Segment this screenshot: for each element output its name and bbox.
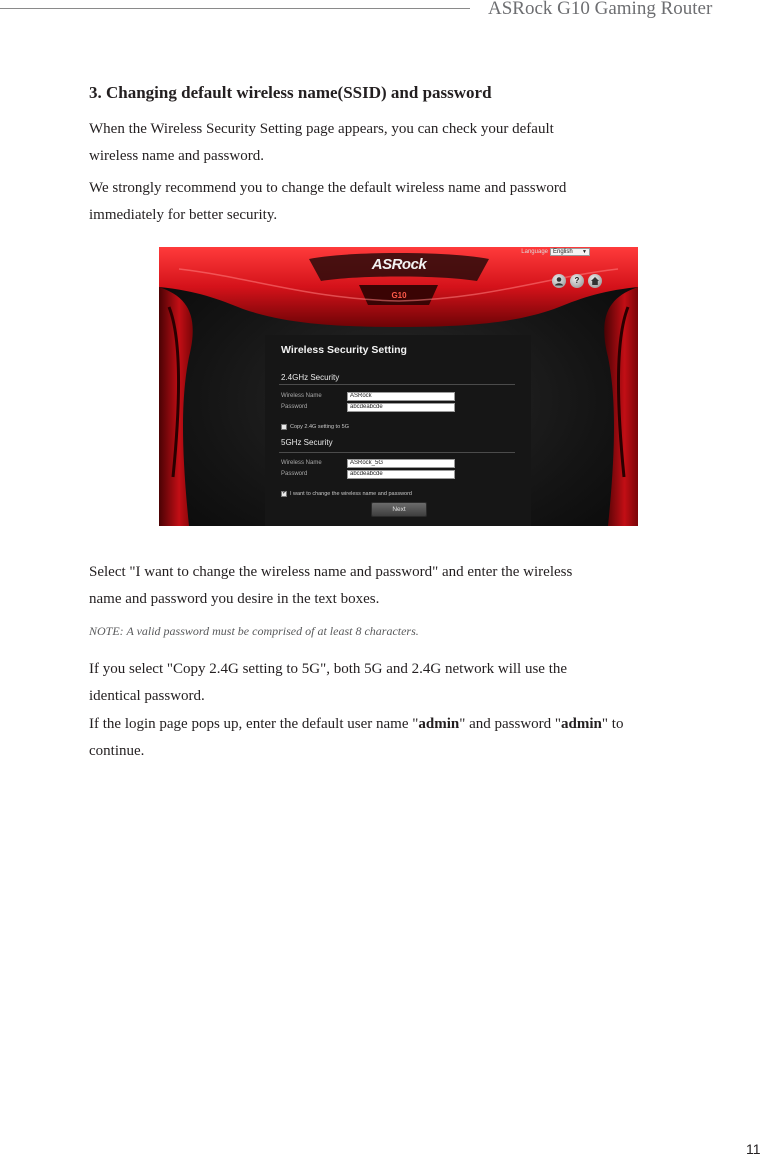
paragraph-line: continue. <box>89 743 145 759</box>
login-text: " and password " <box>459 716 562 732</box>
section-divider <box>279 452 515 453</box>
paragraph-login <box>89 711 623 765</box>
paragraph-line: name and password you desire in the text boxes. <box>89 591 380 607</box>
paragraph-copy <box>89 656 567 710</box>
header-title: ASRock G10 Gaming Router <box>488 0 713 19</box>
wireless-name-label-24: Wireless Name <box>281 393 322 399</box>
language-selector <box>521 248 590 256</box>
password-label-5: Password <box>281 471 308 477</box>
copy-setting-row[interactable] <box>281 424 349 430</box>
paragraph-line: If you select "Copy 2.4G setting to 5G", both 5G and 2.4G network will use the <box>89 661 568 677</box>
asrock-logo: ASRock <box>371 256 427 273</box>
copy-setting-label: Copy 2.4G setting to 5G <box>290 424 350 430</box>
default-password: admin <box>561 716 602 732</box>
wireless-name-input-24[interactable]: ASRock <box>347 392 455 401</box>
paragraph-recommend <box>89 175 566 229</box>
login-text: " to <box>601 716 624 732</box>
top-icon-group <box>552 274 602 288</box>
paragraph-line: When the Wireless Security Setting page appears, you can check your default <box>89 121 554 137</box>
paragraph-line: immediately for better security. <box>89 207 278 223</box>
password-note: NOTE: A valid password must be comprised of at least 8 characters. <box>89 624 419 638</box>
user-icon[interactable] <box>552 274 566 288</box>
section-divider <box>279 384 515 385</box>
copy-setting-checkbox[interactable] <box>281 424 287 430</box>
change-credentials-label: I want to change the wireless name and password <box>290 491 412 497</box>
next-button[interactable]: Next <box>371 502 427 517</box>
model-badge: G10 <box>391 291 407 300</box>
panel-title: Wireless Security Setting <box>281 344 407 356</box>
header-rule <box>0 8 470 9</box>
password-input-24[interactable]: abcdeabcde <box>347 403 455 412</box>
home-icon[interactable] <box>588 274 602 288</box>
section-24ghz-title: 2.4GHz Security <box>281 373 340 382</box>
wireless-name-input-5[interactable]: ASRock_5G <box>347 459 455 468</box>
language-value: English <box>553 249 573 255</box>
help-icon[interactable]: ? <box>570 274 584 288</box>
language-label: Language <box>521 249 548 255</box>
paragraph-intro <box>89 116 554 170</box>
password-label-24: Password <box>281 404 308 410</box>
password-input-5[interactable]: abcdeabcde <box>347 470 455 479</box>
paragraph-line <box>89 711 623 738</box>
change-credentials-checkbox[interactable] <box>281 491 287 497</box>
page-number: 11 <box>746 1141 761 1157</box>
paragraph-line: We strongly recommend you to change the default wireless name and password <box>89 180 567 196</box>
section-5ghz-title: 5GHz Security <box>281 438 333 447</box>
paragraph-line: identical password. <box>89 688 205 704</box>
paragraph-select <box>89 559 572 613</box>
red-frame-graphic <box>159 247 638 526</box>
change-credentials-row[interactable] <box>281 491 412 497</box>
paragraph-line: Select "I want to change the wireless name and password" and enter the wireless <box>89 564 573 580</box>
chevron-down-icon: ▼ <box>582 249 587 255</box>
paragraph-line: wireless name and password. <box>89 148 264 164</box>
language-dropdown[interactable] <box>550 248 590 256</box>
login-text: If the login page pops up, enter the default user name " <box>89 716 419 732</box>
section-heading: 3. Changing default wireless name(SSID) and password <box>89 83 492 102</box>
router-screenshot <box>159 247 638 526</box>
default-username: admin <box>418 716 460 732</box>
wireless-name-label-5: Wireless Name <box>281 460 322 466</box>
